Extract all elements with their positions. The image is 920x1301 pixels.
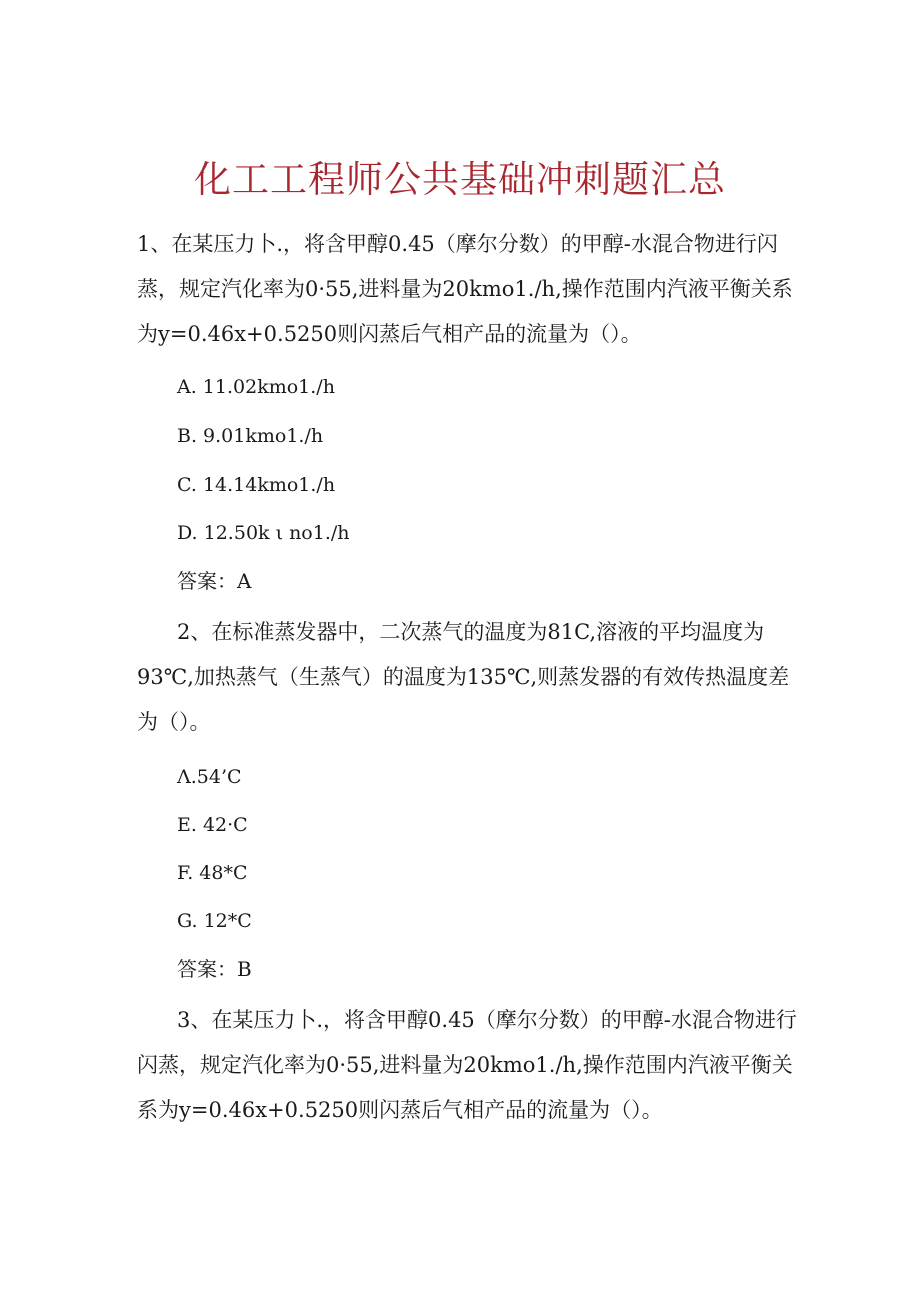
question-2-option-g: G. 12*C	[177, 910, 252, 932]
question-1-option-c: C. 14.14kmo1./h	[177, 474, 336, 496]
question-3-text: 3、在某压力卜.，将含甲醇0.45（摩尔分数）的甲醇-水混合物进行闪蒸，规定汽化率为0·55,进料量为20kmo1./h,操作范围内汽液平衡关系为y=0.46x+0.5250则闪蒸后气相产品的流量为（）。	[137, 1008, 797, 1122]
question-1-option-a: A. 11.02kmo1./h	[177, 376, 335, 398]
document-title: 化工工程师公共基础冲刺题汇总	[194, 158, 726, 201]
question-2-option-e: E. 42·C	[177, 814, 248, 836]
question-1-option-d: D. 12.50k ι no1./h	[177, 522, 350, 544]
question-2-option-f: F. 48*C	[177, 862, 248, 884]
question-2-text: 2、在标准蒸发器中，二次蒸气的温度为81C,溶液的平均温度为93℃,加热蒸气（生蒸气）的温度为135℃,则蒸发器的有效传热温度差为（）。	[137, 620, 790, 734]
question-1-option-b: B. 9.01kmo1./h	[177, 425, 324, 447]
question-2-option-a: Λ.54’C	[177, 766, 242, 788]
question-1-text: 1、在某压力卜.，将含甲醇0.45（摩尔分数）的甲醇-水混合物进行闪蒸，规定汽化率为0·55,进料量为20kmo1./h,操作范围内汽液平衡关系为y=0.46x+0.5250则闪蒸后气相产品的流量为（）。	[137, 232, 793, 346]
question-1-answer: 答案：A	[177, 569, 252, 593]
question-2-answer: 答案：B	[177, 957, 252, 981]
